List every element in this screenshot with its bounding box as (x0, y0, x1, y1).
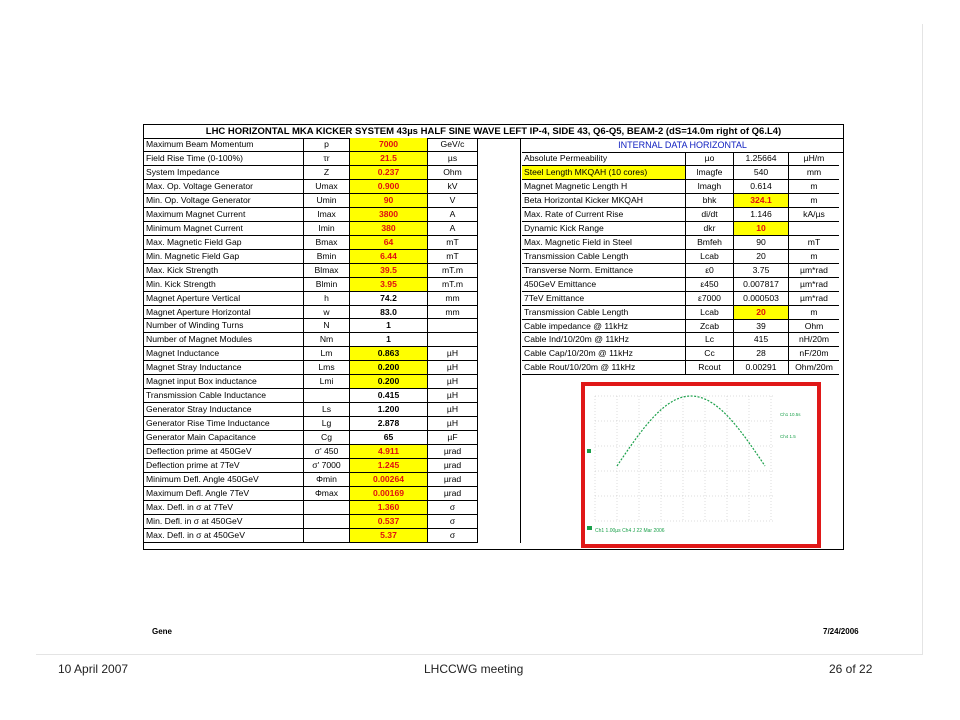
ch-marker-2 (587, 526, 592, 530)
right-row (522, 347, 839, 361)
param-label: Maximum Magnet Current (144, 208, 304, 222)
ch-marker-1 (587, 449, 591, 453)
internal-value: 0.00291 (734, 361, 789, 375)
param-unit: A (428, 222, 478, 236)
param-unit: mT.m (428, 264, 478, 278)
sheet-title: LHC HORIZONTAL MKA KICKER SYSTEM 43µs HALF SINE WAVE LEFT IP-4, SIDE 43, Q6-Q5, BEAM-2 (dS=14.0m right of Q6.L4) (144, 125, 843, 139)
param-unit: µH (428, 361, 478, 375)
internal-symbol: Lcab (686, 250, 734, 264)
param-value: 74.2 (350, 292, 428, 306)
param-symbol: p (304, 138, 350, 152)
internal-symbol: ε7000 (686, 292, 734, 306)
param-label: Maximum Beam Momentum (144, 138, 304, 152)
column-gap (478, 389, 521, 403)
param-label: Max. Defl. in σ at 7TeV (144, 501, 304, 515)
column-gap (478, 347, 521, 361)
param-value: 64 (350, 236, 428, 250)
param-label: Min. Op. Voltage Generator (144, 194, 304, 208)
param-value: 1.360 (350, 501, 428, 515)
sheet-date: 7/24/2006 (823, 627, 859, 636)
param-label: Min. Kick Strength (144, 278, 304, 292)
param-unit: µrad (428, 473, 478, 487)
param-unit (428, 319, 478, 333)
param-value: 0.237 (350, 166, 428, 180)
internal-value: 3.75 (734, 264, 789, 278)
param-symbol: Blmax (304, 264, 350, 278)
param-label: Magnet Aperture Horizontal (144, 306, 304, 320)
param-unit: mm (428, 292, 478, 306)
param-symbol: Cg (304, 431, 350, 445)
left-row (144, 459, 521, 473)
param-unit: A (428, 208, 478, 222)
internal-unit: µm*rad (789, 292, 839, 306)
scope-readout-bottom: Ch1 1.00µs Ch4 J 22 Mar 2006 (595, 528, 665, 534)
column-gap (478, 236, 521, 250)
param-label: Max. Magnetic Field Gap (144, 236, 304, 250)
internal-symbol: Lc (686, 333, 734, 347)
param-unit: σ (428, 529, 478, 543)
param-value: 1 (350, 333, 428, 347)
column-gap (478, 292, 521, 306)
internal-unit: Ohm/20m (789, 361, 839, 375)
internal-value: 90 (734, 236, 789, 250)
internal-value: 324.1 (734, 194, 789, 208)
left-row (144, 529, 521, 543)
internal-unit: µH/m (789, 152, 839, 166)
column-gap (478, 529, 521, 543)
column-gap (478, 319, 521, 333)
internal-label: Cable Cap/10/20m @ 11kHz (522, 347, 686, 361)
left-row (144, 319, 521, 333)
left-row (144, 278, 521, 292)
scope-readout-side2: Ch4 1.5 (780, 434, 796, 439)
internal-unit: nH/20m (789, 333, 839, 347)
param-label: Generator Main Capacitance (144, 431, 304, 445)
left-row (144, 361, 521, 375)
left-row (144, 445, 521, 459)
internal-label: Transmission Cable Length (522, 306, 686, 320)
param-label: Number of Magnet Modules (144, 333, 304, 347)
column-gap (478, 459, 521, 473)
right-row (522, 278, 839, 292)
column-gap (478, 250, 521, 264)
left-row (144, 431, 521, 445)
column-gap (478, 180, 521, 194)
param-label: Min. Magnetic Field Gap (144, 250, 304, 264)
internal-unit: µm*rad (789, 278, 839, 292)
right-row (522, 333, 839, 347)
internal-symbol: ε0 (686, 264, 734, 278)
param-label: Deflection prime at 7TeV (144, 459, 304, 473)
internal-symbol: Lcab (686, 306, 734, 320)
param-unit: mT.m (428, 278, 478, 292)
column-gap (478, 445, 521, 459)
right-row (522, 292, 839, 306)
internal-label: Max. Magnetic Field in Steel (522, 236, 686, 250)
internal-label: Transmission Cable Length (522, 250, 686, 264)
param-symbol: Lms (304, 361, 350, 375)
param-value: 0.863 (350, 347, 428, 361)
internal-label: Cable Ind/10/20m @ 11kHz (522, 333, 686, 347)
param-value: 0.200 (350, 375, 428, 389)
param-label: System Impedance (144, 166, 304, 180)
left-row (144, 236, 521, 250)
internal-value: 28 (734, 347, 789, 361)
column-gap (478, 166, 521, 180)
param-unit: µH (428, 375, 478, 389)
left-row (144, 250, 521, 264)
param-value: 0.200 (350, 361, 428, 375)
left-row (144, 389, 521, 403)
right-row (522, 306, 839, 320)
param-unit: σ (428, 515, 478, 529)
param-label: Magnet Inductance (144, 347, 304, 361)
left-row (144, 180, 521, 194)
param-symbol: Umax (304, 180, 350, 194)
param-label: Generator Rise Time Inductance (144, 417, 304, 431)
param-value: 6.44 (350, 250, 428, 264)
param-value: 3.95 (350, 278, 428, 292)
internal-label: Steel Length MKQAH (10 cores) (522, 166, 686, 180)
param-value: 21.5 (350, 152, 428, 166)
param-symbol: Blmin (304, 278, 350, 292)
internal-unit: µm*rad (789, 264, 839, 278)
param-value: 65 (350, 431, 428, 445)
column-gap (478, 222, 521, 236)
internal-label: Transverse Norm. Emittance (522, 264, 686, 278)
left-row (144, 487, 521, 501)
internal-label: 450GeV Emittance (522, 278, 686, 292)
param-label: Min. Defl. in σ at 450GeV (144, 515, 304, 529)
column-gap (478, 278, 521, 292)
param-symbol: Z (304, 166, 350, 180)
internal-value: 0.007817 (734, 278, 789, 292)
internal-value: 540 (734, 166, 789, 180)
param-symbol: Lmi (304, 375, 350, 389)
param-value: 83.0 (350, 306, 428, 320)
column-gap (478, 208, 521, 222)
scope-trace-plot (585, 386, 817, 544)
column-gap (478, 501, 521, 515)
column-gap (478, 403, 521, 417)
param-symbol (304, 529, 350, 543)
author-label: Gene (152, 627, 173, 636)
param-label: Number of Winding Turns (144, 319, 304, 333)
param-label: Field Rise Time (0-100%) (144, 152, 304, 166)
left-row (144, 417, 521, 431)
param-value: 7000 (350, 138, 428, 152)
left-row (144, 194, 521, 208)
param-symbol: Ls (304, 403, 350, 417)
internal-label: Max. Rate of Current Rise (522, 208, 686, 222)
param-symbol: N (304, 319, 350, 333)
param-label: Max. Defl. in σ at 450GeV (144, 529, 304, 543)
param-unit (428, 333, 478, 347)
right-row (522, 152, 839, 166)
left-row (144, 501, 521, 515)
internal-symbol: Cc (686, 347, 734, 361)
column-gap (478, 473, 521, 487)
param-unit: µs (428, 152, 478, 166)
internal-value: 0.000503 (734, 292, 789, 306)
param-unit: µH (428, 403, 478, 417)
internal-symbol: di/dt (686, 208, 734, 222)
param-symbol (304, 515, 350, 529)
column-gap (478, 306, 521, 320)
param-value: 2.878 (350, 417, 428, 431)
internal-symbol: bhk (686, 194, 734, 208)
internal-unit: nF/20m (789, 347, 839, 361)
param-unit: Ohm (428, 166, 478, 180)
internal-label: Dynamic Kick Range (522, 222, 686, 236)
internal-value: 1.146 (734, 208, 789, 222)
param-label: Magnet input Box inductance (144, 375, 304, 389)
left-row (144, 138, 521, 152)
column-gap (478, 138, 521, 152)
page-number: 26 of 22 (829, 662, 873, 676)
param-value: 5.37 (350, 529, 428, 543)
internal-unit: kA/µs (789, 208, 839, 222)
param-symbol: Φmax (304, 487, 350, 501)
param-value: 39.5 (350, 264, 428, 278)
column-gap (478, 487, 521, 501)
param-value: 90 (350, 194, 428, 208)
left-row (144, 166, 521, 180)
param-label: Magnet Stray Inductance (144, 361, 304, 375)
param-unit: µF (428, 431, 478, 445)
column-gap (478, 431, 521, 445)
param-value: 0.415 (350, 389, 428, 403)
column-gap (478, 361, 521, 375)
right-row (522, 180, 839, 194)
param-unit: mT (428, 250, 478, 264)
internal-symbol: µo (686, 152, 734, 166)
left-row (144, 473, 521, 487)
param-label: Deflection prime at 450GeV (144, 445, 304, 459)
left-row (144, 306, 521, 320)
right-row (522, 264, 839, 278)
param-symbol: σ' 450 (304, 445, 350, 459)
column-gap (478, 375, 521, 389)
left-row (144, 333, 521, 347)
param-unit: µH (428, 417, 478, 431)
param-value: 0.00169 (350, 487, 428, 501)
column-gap (478, 152, 521, 166)
internal-label: Beta Horizontal Kicker MKQAH (522, 194, 686, 208)
column-gap (478, 333, 521, 347)
left-row (144, 347, 521, 361)
param-unit: kV (428, 180, 478, 194)
param-label: Generator Stray Inductance (144, 403, 304, 417)
left-row (144, 375, 521, 389)
left-row (144, 515, 521, 529)
param-label: Transmission Cable Inductance (144, 389, 304, 403)
param-value: 0.537 (350, 515, 428, 529)
param-unit: µrad (428, 487, 478, 501)
param-label: Maximum Defl. Angle 7TeV (144, 487, 304, 501)
column-gap (478, 194, 521, 208)
internal-label: Magnet Magnetic Length H (522, 180, 686, 194)
internal-symbol: Zcab (686, 320, 734, 334)
internal-symbol: lmagh (686, 180, 734, 194)
internal-unit: m (789, 194, 839, 208)
slide-date: 10 April 2007 (58, 662, 129, 676)
internal-data-header: INTERNAL DATA HORIZONTAL (522, 138, 843, 153)
param-symbol: Bmax (304, 236, 350, 250)
internal-unit: Ohm (789, 320, 839, 334)
param-symbol (304, 389, 350, 403)
internal-symbol: lmagfe (686, 166, 734, 180)
param-symbol: h (304, 292, 350, 306)
param-unit: mm (428, 306, 478, 320)
right-row (522, 194, 839, 208)
internal-label: 7TeV Emittance (522, 292, 686, 306)
left-row (144, 264, 521, 278)
column-gap (478, 417, 521, 431)
param-label: Minimum Magnet Current (144, 222, 304, 236)
internal-value: 1.25664 (734, 152, 789, 166)
internal-unit (789, 222, 839, 236)
right-row (522, 208, 839, 222)
internal-label: Cable impedance @ 11kHz (522, 320, 686, 334)
param-symbol: Lm (304, 347, 350, 361)
meeting-name: LHCCWG meeting (424, 662, 524, 676)
param-symbol: w (304, 306, 350, 320)
param-unit: µrad (428, 445, 478, 459)
param-value: 380 (350, 222, 428, 236)
param-symbol: Imax (304, 208, 350, 222)
internal-unit: mm (789, 166, 839, 180)
internal-unit: mT (789, 236, 839, 250)
param-symbol: σ' 7000 (304, 459, 350, 473)
right-row (522, 236, 839, 250)
param-symbol (304, 501, 350, 515)
column-gap (478, 515, 521, 529)
param-value: 0.900 (350, 180, 428, 194)
internal-symbol: ε450 (686, 278, 734, 292)
param-unit: GeV/c (428, 138, 478, 152)
left-row (144, 152, 521, 166)
internal-symbol: Rcout (686, 361, 734, 375)
param-unit: σ (428, 501, 478, 515)
internal-value: 20 (734, 250, 789, 264)
param-value: 1.200 (350, 403, 428, 417)
left-row (144, 403, 521, 417)
param-unit: µH (428, 347, 478, 361)
param-symbol: Lg (304, 417, 350, 431)
internal-value: 39 (734, 320, 789, 334)
param-value: 1.245 (350, 459, 428, 473)
internal-symbol: dkr (686, 222, 734, 236)
internal-unit: m (789, 306, 839, 320)
param-unit: µH (428, 389, 478, 403)
param-label: Minimum Defl. Angle 450GeV (144, 473, 304, 487)
internal-value: 10 (734, 222, 789, 236)
param-symbol: Bmin (304, 250, 350, 264)
right-row (522, 222, 839, 236)
param-value: 0.00264 (350, 473, 428, 487)
internal-unit: m (789, 250, 839, 264)
internal-value: 0.614 (734, 180, 789, 194)
param-value: 1 (350, 319, 428, 333)
left-row (144, 222, 521, 236)
left-row (144, 208, 521, 222)
right-row (522, 361, 839, 375)
param-symbol: Φmin (304, 473, 350, 487)
right-row (522, 250, 839, 264)
left-row (144, 292, 521, 306)
param-unit: mT (428, 236, 478, 250)
param-unit: µrad (428, 459, 478, 473)
oscilloscope-screenshot (581, 382, 821, 548)
right-row (522, 320, 839, 334)
internal-value: 415 (734, 333, 789, 347)
param-label: Max. Op. Voltage Generator (144, 180, 304, 194)
param-symbol: Umin (304, 194, 350, 208)
param-unit: V (428, 194, 478, 208)
param-label: Max. Kick Strength (144, 264, 304, 278)
right-row (522, 166, 839, 180)
scope-readout-side1: Ch1 10.5s (780, 412, 801, 417)
kicker-spreadsheet (143, 124, 844, 550)
internal-unit: m (789, 180, 839, 194)
internal-label: Absolute Permeability (522, 152, 686, 166)
internal-label: Cable Rout/10/20m @ 11kHz (522, 361, 686, 375)
param-label: Magnet Aperture Vertical (144, 292, 304, 306)
internal-symbol: Bmfeh (686, 236, 734, 250)
param-symbol: Imin (304, 222, 350, 236)
param-value: 4.911 (350, 445, 428, 459)
param-symbol: Nm (304, 333, 350, 347)
column-gap (478, 264, 521, 278)
param-symbol: τr (304, 152, 350, 166)
param-value: 3800 (350, 208, 428, 222)
internal-value: 20 (734, 306, 789, 320)
